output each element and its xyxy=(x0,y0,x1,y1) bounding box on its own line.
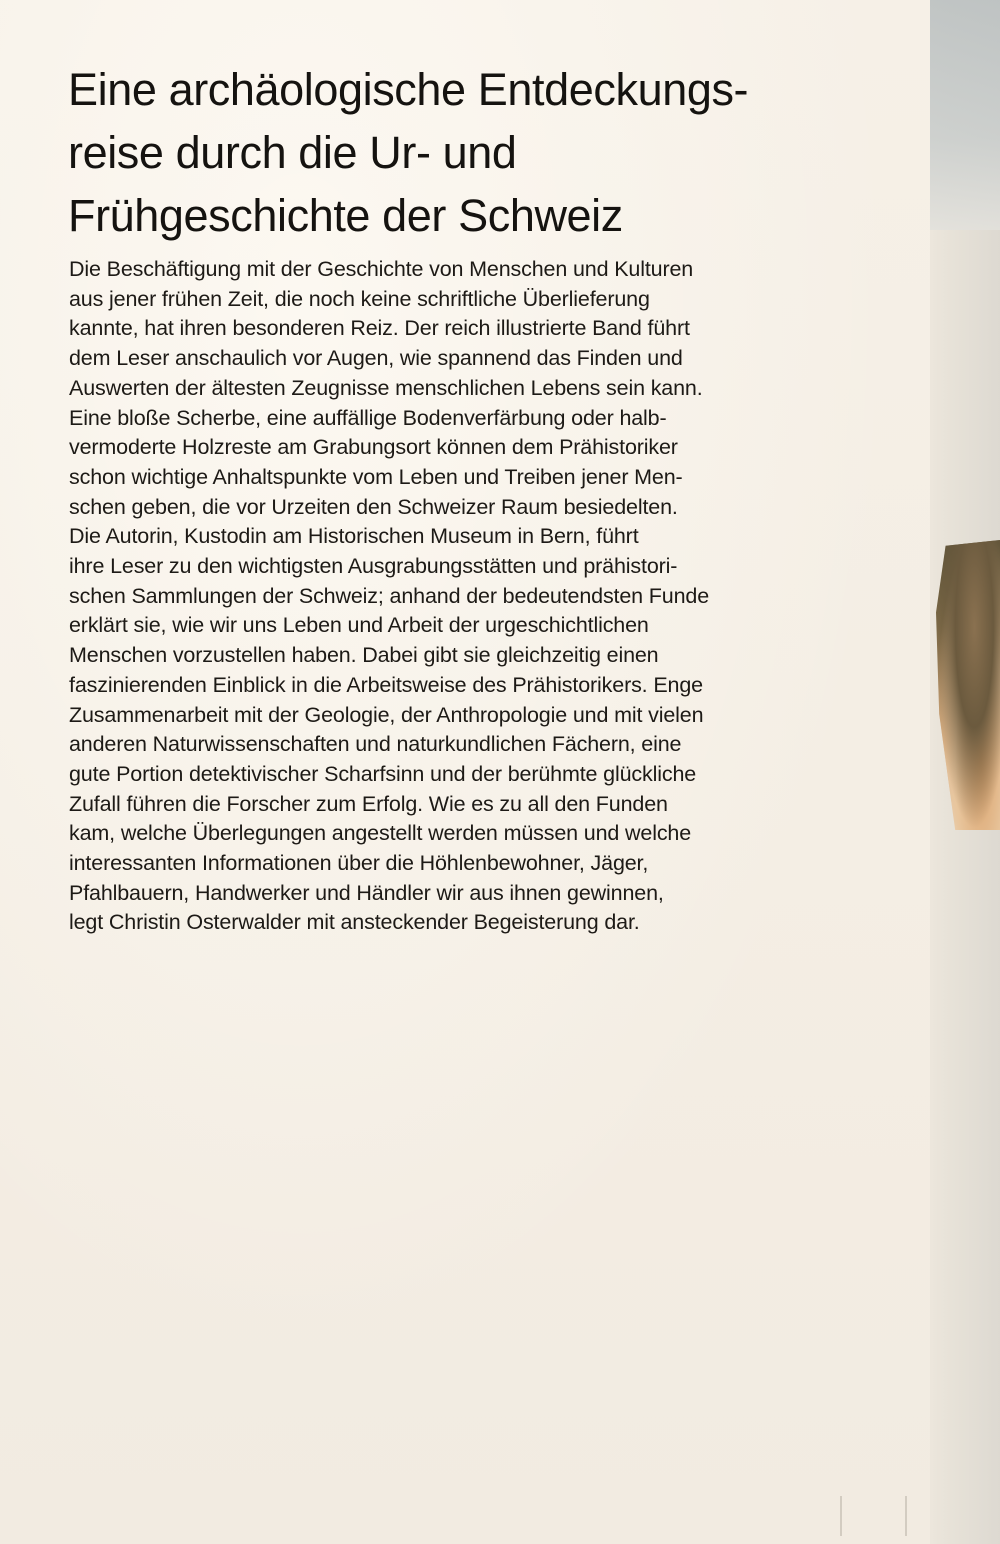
cover-edge-strip xyxy=(930,0,1000,1544)
blurb-line: schen Sammlungen der Schweiz; anhand der bedeutendsten Funde xyxy=(69,583,710,608)
blurb-line: Zufall führen die Forscher zum Erfolg. Wie es zu all den Funden xyxy=(69,791,668,816)
blurb-line: interessanten Informationen über die Höhlenbewohner, Jäger, xyxy=(69,851,649,876)
blurb-line: kam, welche Überlegungen angestellt werden müssen und welche xyxy=(69,821,692,846)
blurb-paragraph xyxy=(69,255,849,938)
headline xyxy=(68,58,868,247)
paper-crease-mark xyxy=(840,1496,842,1536)
blurb-line: gute Portion detektivischer Scharfsinn und der berühmte glückliche xyxy=(69,761,697,786)
blurb-line: erklärt sie, wie wir uns Leben und Arbeit der urgeschichtlichen xyxy=(69,613,649,638)
blurb-line: vermoderte Holzreste am Grabungsort können dem Prähistoriker xyxy=(69,435,678,460)
blurb-line: Die Autorin, Kustodin am Historischen Museum in Bern, führt xyxy=(69,524,639,549)
blurb-line: Die Beschäftigung mit der Geschichte von Menschen und Kulturen xyxy=(69,257,694,281)
blurb-line: Zusammenarbeit mit der Geologie, der Anthropologie und mit vielen xyxy=(69,702,704,727)
cover-photo-fragment-top xyxy=(930,0,1000,230)
blurb-line: Pfahlbauern, Handwerker und Händler wir aus ihnen gewinnen, xyxy=(69,880,664,905)
blurb-line: faszinierenden Einblick in die Arbeitsweise des Prähistorikers. Enge xyxy=(69,672,703,697)
headline-line: reise durch die Ur- und xyxy=(68,127,517,178)
blurb-line: Eine bloße Scherbe, eine auffällige Bodenverfärbung oder halb- xyxy=(69,405,667,430)
blurb-line: schon wichtige Anhaltspunkte vom Leben und Treiben jener Men- xyxy=(69,464,683,489)
blurb-line: aus jener frühen Zeit, die noch keine schriftliche Überlieferung xyxy=(69,286,650,311)
blurb-line: kannte, hat ihren besonderen Reiz. Der reich illustrierte Band führt xyxy=(69,316,690,341)
blurb-line: ihre Leser zu den wichtigsten Ausgrabungsstätten und prähistori- xyxy=(69,554,678,579)
headline-line: Eine archäologische Entdeckungs- xyxy=(68,64,749,115)
blurb-line: anderen Naturwissenschaften und naturkundlichen Fächern, eine xyxy=(69,732,682,757)
blurb-line: legt Christin Osterwalder mit ansteckender Begeisterung dar. xyxy=(69,910,640,935)
paper-crease-mark xyxy=(905,1496,907,1536)
cover-photo-fragment xyxy=(936,540,1000,830)
blurb-line: Auswerten der ältesten Zeugnisse menschlichen Lebens sein kann. xyxy=(69,375,703,400)
headline-line: Frühgeschichte der Schweiz xyxy=(68,190,623,241)
blurb-line: Menschen vorzustellen haben. Dabei gibt sie gleichzeitig einen xyxy=(69,643,659,668)
blurb-line: dem Leser anschaulich vor Augen, wie spannend das Finden und xyxy=(69,346,683,371)
blurb-line: schen geben, die vor Urzeiten den Schweizer Raum besiedelten. xyxy=(69,494,678,519)
